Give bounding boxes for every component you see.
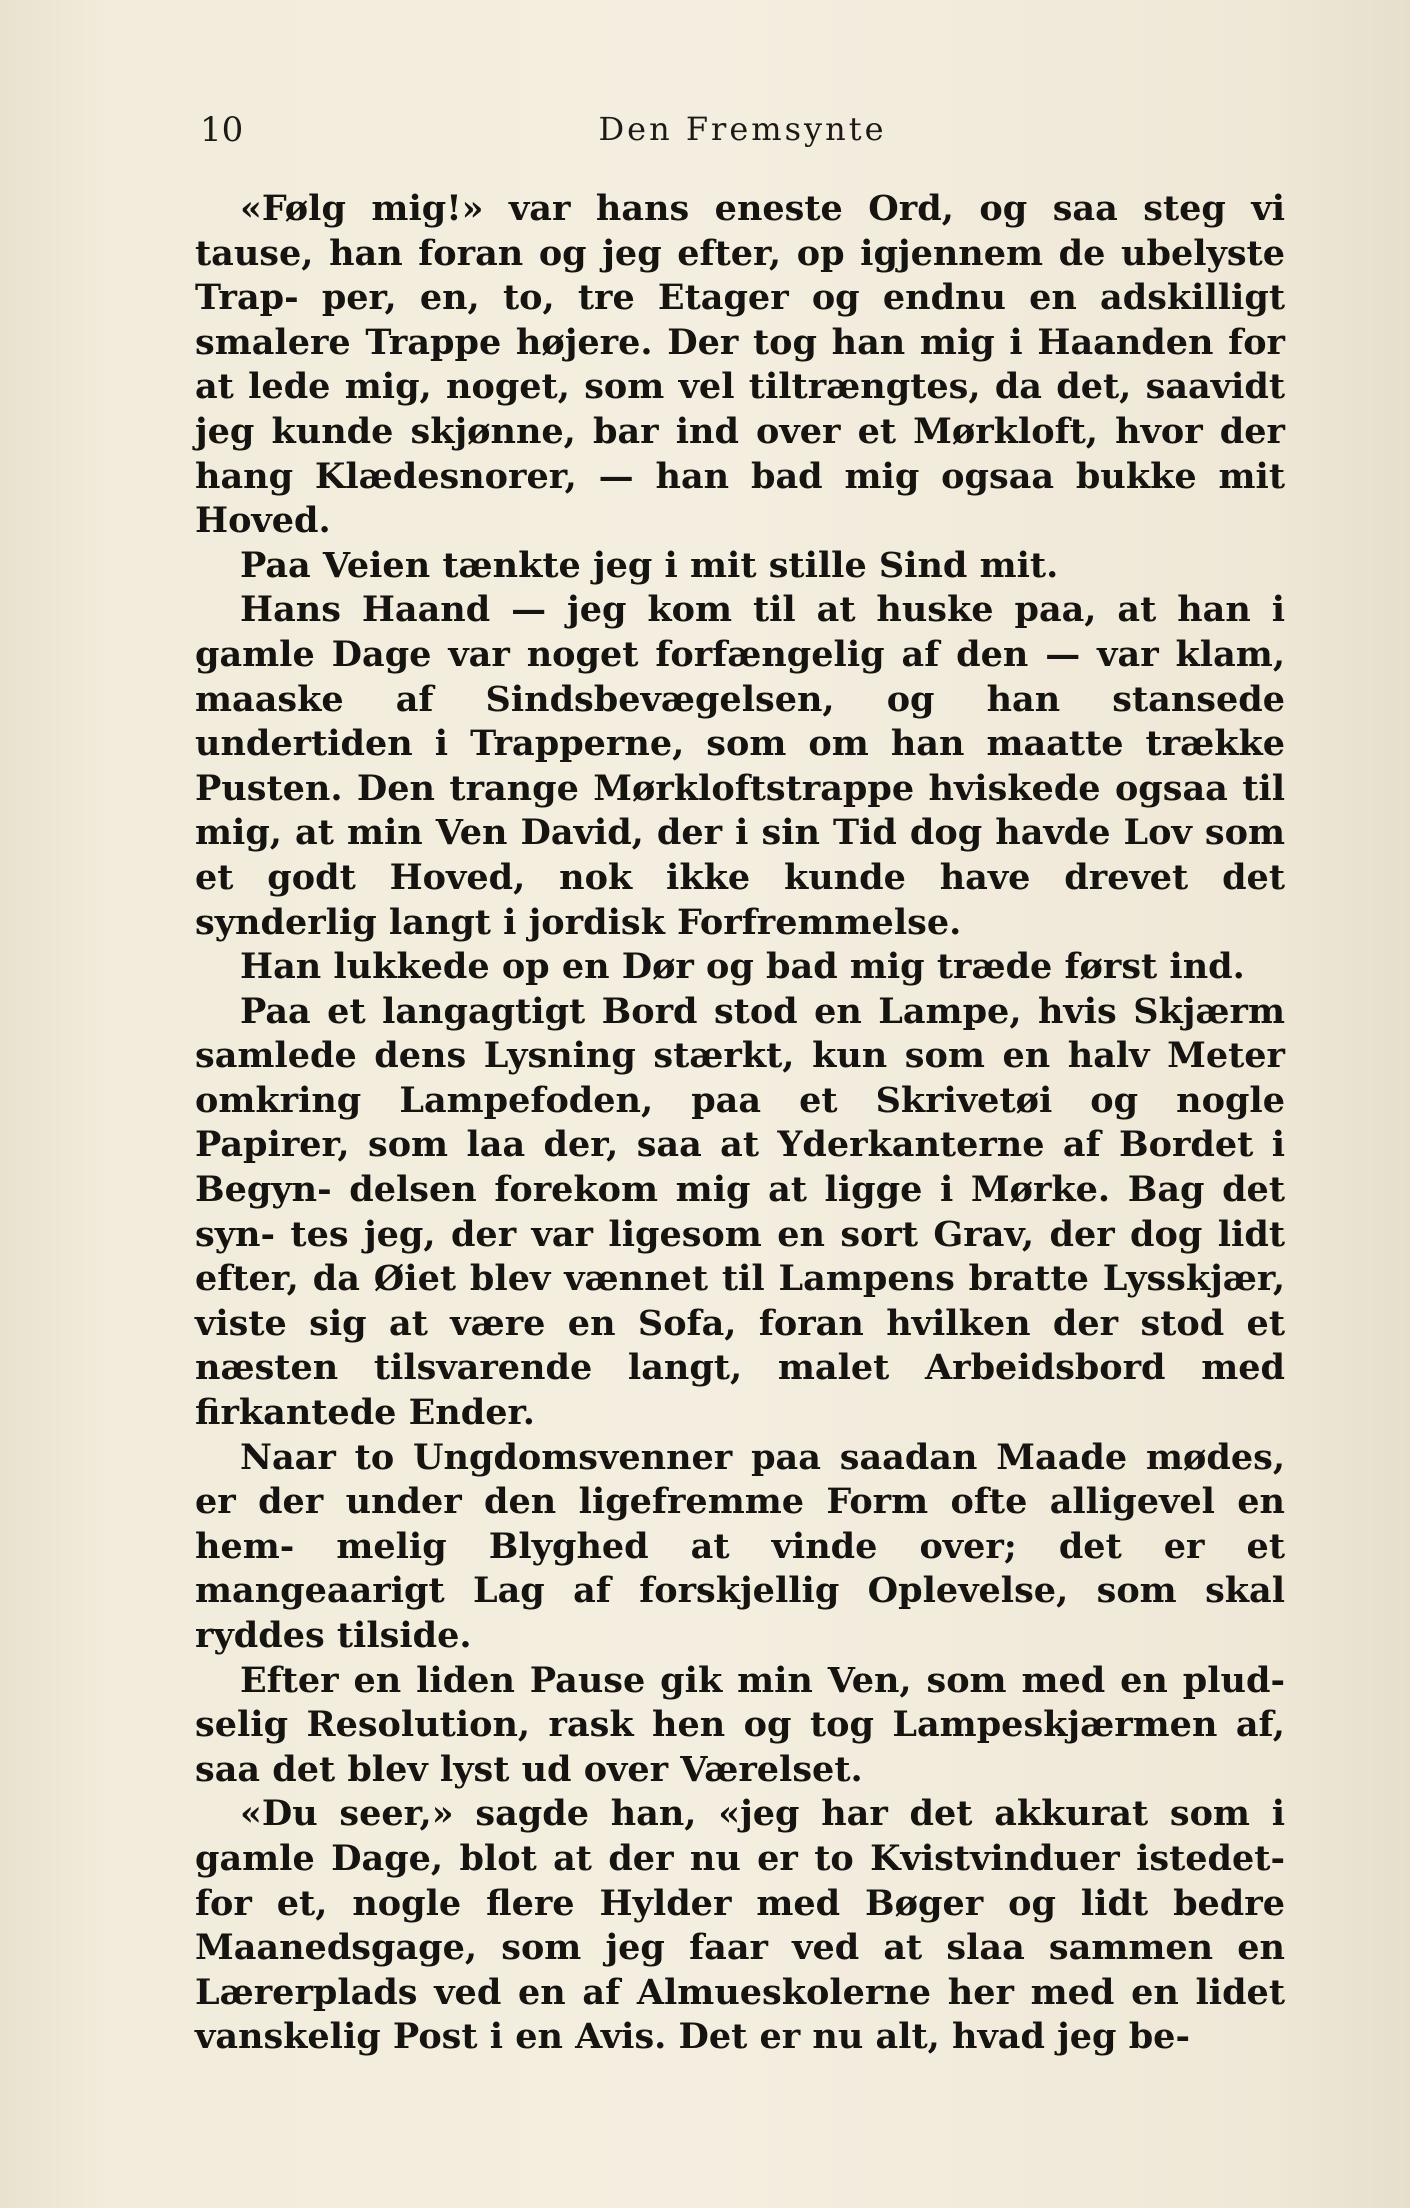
body-text: [195, 187, 1285, 2060]
paragraph: Paa Veien tænkte jeg i mit stille Sind mit.: [240, 544, 1059, 586]
paragraph: «Du seer,» sagde han, «jeg har det akkurat som i gamle Dage, blot at der nu er to Kvistvinduer istedet- for et, nogle flere Hylder med Bøger og lidt bedre Maanedsgage, som jeg faar ved at slaa sammen en Lærerplads ved en af Almueskolerne her med en lidet vanskelig Post i en Avis. Det er nu alt, hvad jeg be-: [195, 1793, 1285, 2058]
paragraph: Efter en liden Pause gik min Ven, som med en plud- selig Resolution, rask hen og tog Lampeskjærmen af, saa det blev lyst ud over Værelset.: [195, 1659, 1285, 1790]
paragraph: Naar to Ungdomsvenner paa saadan Maade mødes, er der under den ligefremme Form ofte alligevel en hem- melig Blyghed at vinde over; det er et mangeaarigt Lag af forskjellig Oplevelse, som skal ryddes tilside.: [195, 1436, 1285, 1656]
running-head: [200, 110, 1285, 160]
paragraph: «Følg mig!» var hans eneste Ord, og saa steg vi tause, han foran og jeg efter, op igjennem de ubelyste Trap- per, en, to, tre Etager og endnu en adskilligt smalere Trappe højere. Der tog han mig i Haanden for at lede mig, noget, som vel tiltrængtes, da det, saavidt jeg kunde skjønne, bar ind over et Mørkloft, hvor der hang Klædesnorer, — han bad mig ogsaa bukke mit Hoved.: [195, 188, 1285, 542]
page-number: 10: [200, 110, 244, 150]
running-title: Den Fremsynte: [598, 110, 887, 148]
paragraph: Hans Haand — jeg kom til at huske paa, at han i gamle Dage var noget forfængelig af den — var klam, maaske af Sindsbevægelsen, og han stansede undertiden i Trapperne, som om han maatte trække Pusten. Den trange Mørkloftstrappe hviskede ogsaa til mig, at min Ven David, der i sin Tid dog havde Lov som et godt Hoved, nok ikke kunde have drevet det synderlig langt i jordisk Forfremmelse.: [195, 589, 1285, 943]
paragraph: Han lukkede op en Dør og bad mig træde først ind.: [240, 946, 1245, 988]
paragraph: Paa et langagtigt Bord stod en Lampe, hvis Skjærm samlede dens Lysning stærkt, kun som en halv Meter omkring Lampefoden, paa et Skrivetøi og nogle Papirer, som laa der, saa at Yderkanterne af Bordet i Begyn- delsen forekom mig at ligge i Mørke. Bag det syn- tes jeg, der var ligesom en sort Grav, der dog lidt efter, da Øiet blev vænnet til Lampens bratte Lysskjær, viste sig at være en Sofa, foran hvilken der stod et næsten tilsvarende langt, malet Arbeidsbord med firkantede Ender.: [195, 990, 1285, 1434]
